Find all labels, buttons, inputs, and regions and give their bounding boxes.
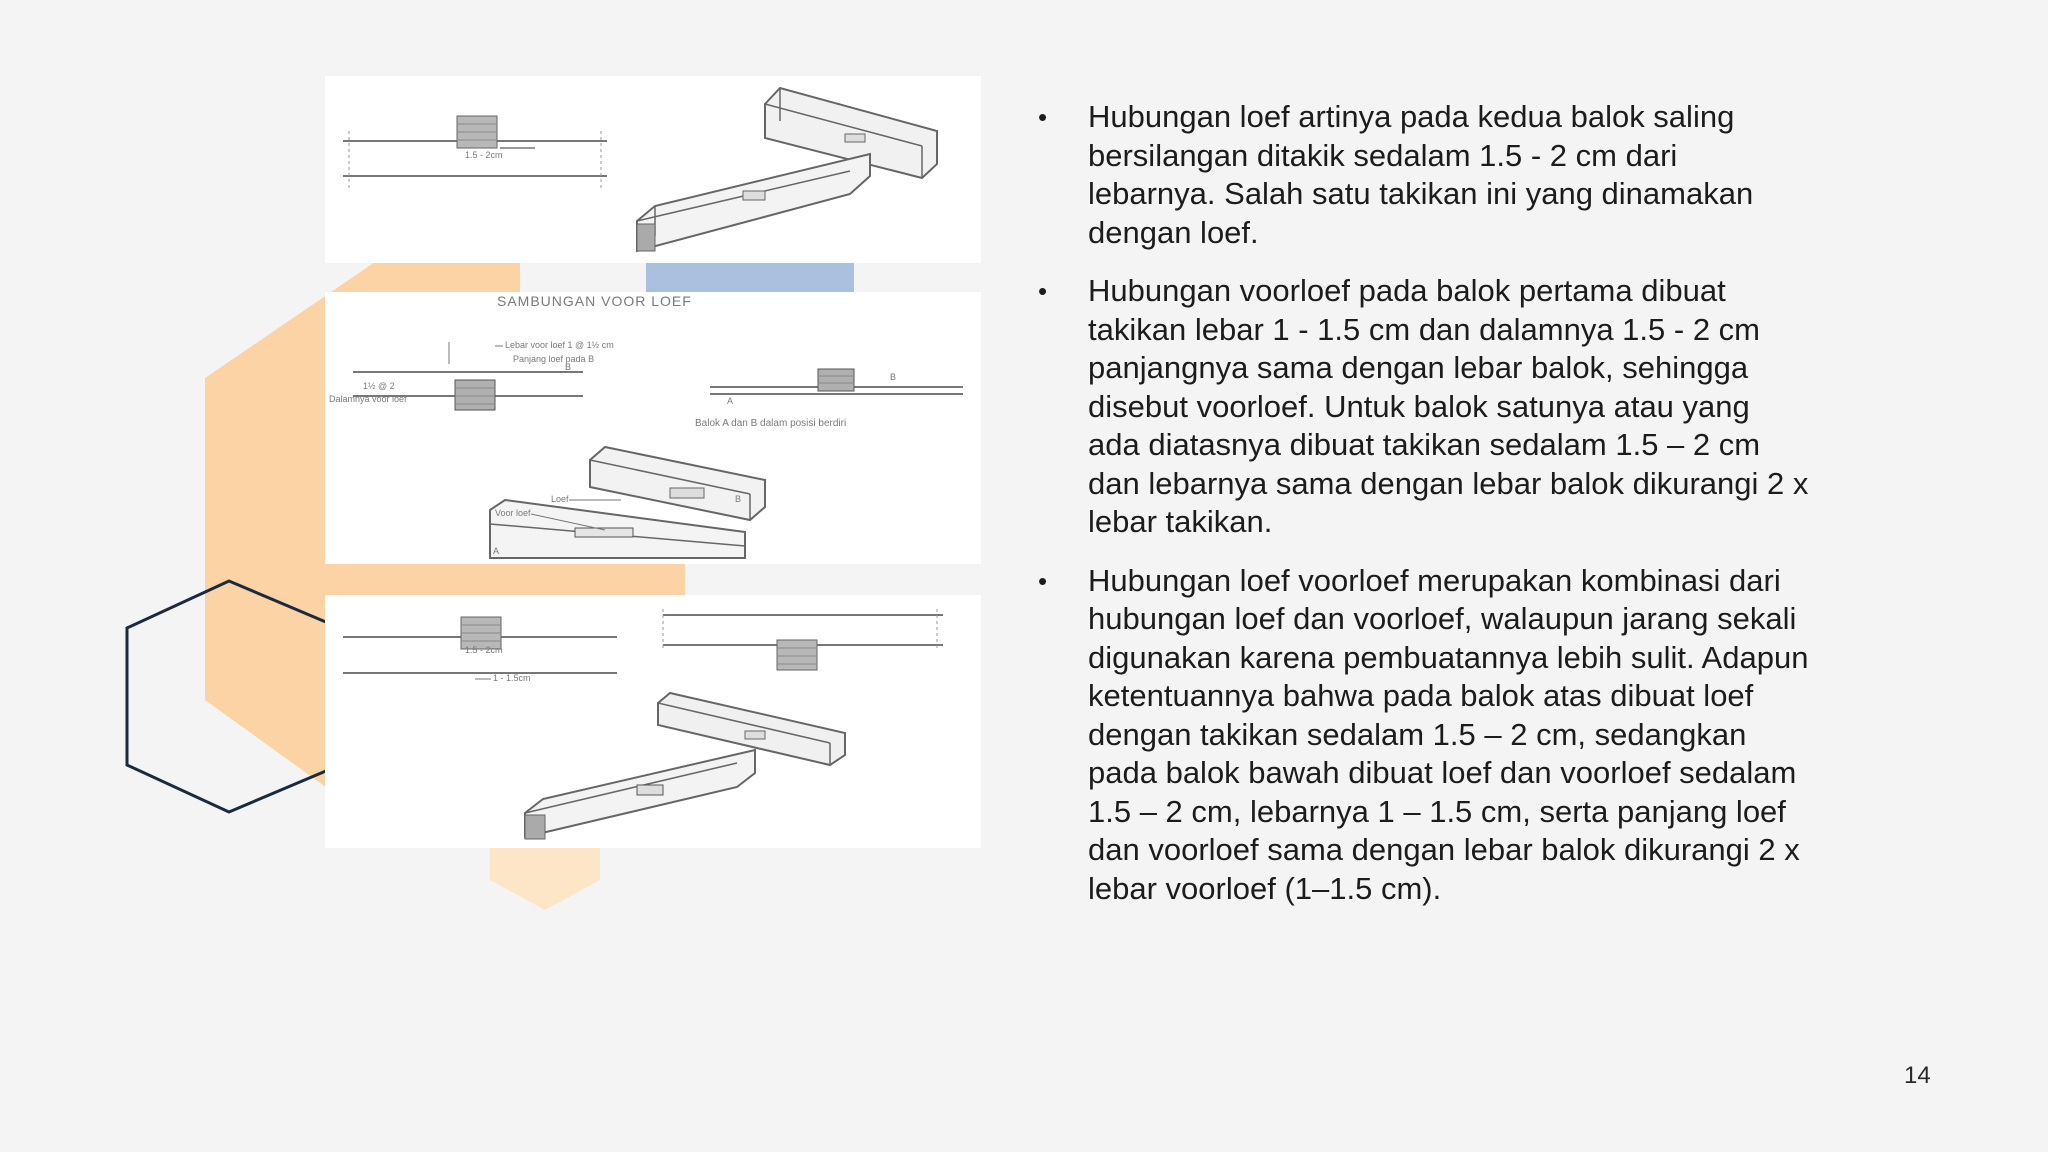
bullet-dot-icon: • [1038,565,1048,596]
bullet-dot-icon: • [1038,276,1048,306]
diagram-title: SAMBUNGAN VOOR LOEF [497,293,692,309]
dimension-label-1: 1.5 - 2cm [465,645,503,655]
label-lebar: Lebar voor loef 1 @ 1½ cm [505,340,614,350]
diagram-loef-voorloef-joint [325,595,981,848]
diagram-loef-joint [325,76,981,263]
diagram-voorloef-joint [325,292,981,564]
label-b-right: B [890,372,897,382]
label-b-left: B [565,362,572,372]
bullet-dot-icon: • [1038,102,1048,132]
bullet-text: Hubungan loef artinya pada kedua balok saling bersilangan ditakik sedalam 1.5 - 2 cm dari lebarnya. Salah satu takikan ini yang dinamakan dengan loef. [1088,99,1754,250]
bullet-item [1030,98,1810,252]
bullet-text: Hubungan voorloef pada balok pertama dibuat takikan lebar 1 - 1.5 cm dan dalamnya 1.5 - 2 cm panjangnya sama dengan lebar balok, sehingga disebut voorloef. Untuk balok satunya atau yang ada diatasnya dibuat takikan sedalam 1.5 – 2 cm dan lebarnya sama dengan lebar balok dikurangi 2 x lebar takikan. [1088,273,1809,539]
label-dalamnya: Dalamnya voor loef [329,394,407,404]
bullet-item [1030,562,1810,909]
bullet-list [1030,98,1810,928]
bullet-item [1030,272,1810,542]
bullet-text: Hubungan loef voorloef merupakan kombinasi dari hubungan loef dan voorloef, walaupun jarang sekali digunakan karena pembuatannya lebih sulit. Adapun ketentuannya bahwa pada balok atas dibuat loef dengan takikan sedalam 1.5 – 2 cm, sedangkan pada balok bawah dibuat loef dan voorloef sedalam 1.5 – 2 cm, lebarnya 1 – 1.5 cm, serta panjang loef dan voorloef sama dengan lebar balok dikurangi 2 x lebar voorloef (1–1.5 cm). [1088,562,1809,906]
label-a-right: A [727,396,734,406]
label-dalam-val: 1½ @ 2 [363,381,395,391]
label-balok: Balok A dan B dalam posisi berdiri [695,418,847,429]
label-panjang: Panjang loef pada B [513,354,595,364]
label-a-bottom: A [493,546,500,556]
label-voorloef: Voor loef [495,508,531,518]
page-number: 14 [1904,1062,1931,1089]
label-b-bottom: B [735,494,742,504]
orange-bar-shape [325,564,685,595]
dimension-label-2: 1 - 1.5cm [493,673,531,683]
label-loef: Loef [551,494,569,504]
dimension-label: 1.5 - 2cm [465,150,503,160]
blue-rectangle-shape [646,262,854,292]
